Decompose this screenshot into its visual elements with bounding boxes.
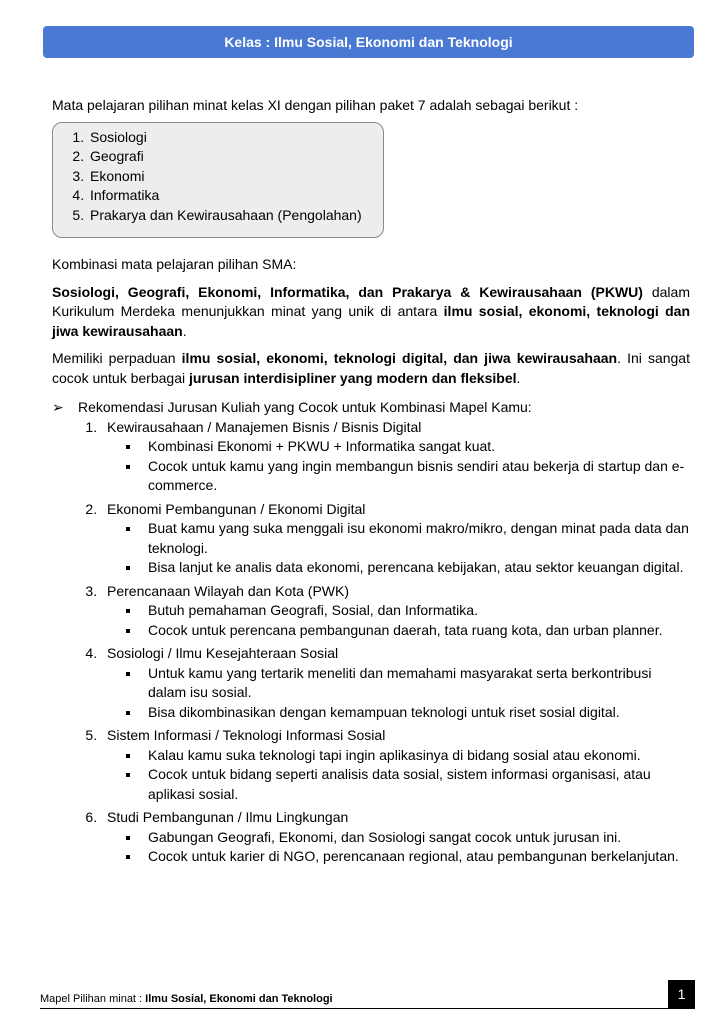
major-item: [101, 644, 690, 722]
page-title: Kelas : Ilmu Sosial, Ekonomi dan Teknologi: [224, 34, 513, 50]
major-list: [52, 418, 690, 867]
major-item: [101, 726, 690, 804]
major-points: [107, 601, 690, 640]
recommendation-heading: [52, 398, 690, 418]
bold-blend: ilmu sosial, ekonomi, teknologi digital, dan jiwa kewirausahaan: [181, 350, 618, 366]
paragraph-text: dalam Kurikulum Merdeka menunjukkan minat yang unik di antara: [52, 283, 690, 319]
major-points: [107, 746, 690, 805]
major-title: Ekonomi Pembangunan / Ekonomi Digital: [107, 500, 366, 517]
subject-list: [53, 128, 383, 226]
page-header-bar: [43, 26, 694, 58]
major-point: Bisa lanjut ke analis data ekonomi, perencana kebijakan, atau sektor keuangan digital.: [124, 558, 690, 578]
major-points: [107, 437, 690, 496]
paragraph-blend: [52, 349, 690, 388]
major-item: [101, 582, 690, 641]
major-point: Cocok untuk perencana pembangunan daerah, tata ruang kota, dan urban planner.: [124, 621, 690, 641]
paragraph-text: . Ini sangat cocok untuk berbagai: [52, 350, 690, 386]
recommendation-heading-text: Rekomendasi Jurusan Kuliah yang Cocok untuk Kombinasi Mapel Kamu:: [78, 399, 532, 415]
major-point: Bisa dikombinasikan dengan kemampuan teknologi untuk riset sosial digital.: [124, 703, 690, 723]
major-item: [101, 808, 690, 867]
document-body: [52, 96, 690, 871]
major-title: Sistem Informasi / Teknologi Informasi Sosial: [107, 727, 386, 743]
paragraph-text: .: [182, 322, 187, 339]
paragraph-text: .: [516, 369, 521, 386]
major-title: Sosiologi / Ilmu Kesejahteraan Sosial: [107, 645, 339, 661]
major-title: Perencanaan Wilayah dan Kota (PWK): [107, 582, 350, 599]
major-point: Untuk kamu yang tertarik meneliti dan memahami masyarakat serta berkontribusi dalam isu sosial.: [124, 664, 690, 703]
major-point: Kalau kamu suka teknologi tapi ingin aplikasinya di bidang sosial atau ekonomi.: [124, 746, 690, 766]
major-point: Cocok untuk kamu yang ingin membangun bisnis sendiri atau bekerja di startup dan e-commerce.: [124, 457, 690, 496]
subject-item: 3. Ekonomi: [88, 167, 383, 187]
page-number-box: [668, 980, 695, 1008]
subject-item: 1. Sosiologi: [88, 128, 383, 148]
page-number: 1: [677, 986, 686, 1002]
bold-subjects: Sosiologi, Geografi, Ekonomi, Informatika, dan Prakarya & Kewirausahaan (PKWU): [52, 283, 643, 300]
intro-text: Mata pelajaran pilihan minat kelas XI dengan pilihan paket 7 adalah sebagai berikut :: [52, 97, 579, 113]
major-points: [107, 664, 690, 723]
footer-divider: [40, 1008, 695, 1009]
major-point: Cocok untuk bidang seperti analisis data sosial, sistem informasi organisasi, atau aplikasi sosial.: [124, 765, 690, 804]
arrow-bullet-icon: ➢: [52, 399, 64, 415]
major-point: Buat kamu yang suka menggali isu ekonomi makro/mikro, dengan minat pada data dan teknologi.: [124, 519, 690, 558]
subject-item: 4. Informatika: [88, 186, 383, 206]
subject-item: 5. Prakarya dan Kewirausahaan (Pengolahan): [88, 206, 383, 226]
major-points: [107, 519, 690, 578]
footer-prefix: Mapel Pilihan minat :: [40, 993, 146, 1005]
major-point: Butuh pemahaman Geografi, Sosial, dan Informatika.: [124, 601, 690, 621]
bold-interdisciplinary: jurusan interdisipliner yang modern dan fleksibel: [188, 369, 517, 386]
major-title: Kewirausahaan / Manajemen Bisnis / Bisnis Digital: [107, 418, 422, 435]
major-point: Kombinasi Ekonomi + PKWU + Informatika sangat kuat.: [124, 437, 690, 457]
major-point: Cocok untuk karier di NGO, perencanaan regional, atau pembangunan berkelanjutan.: [124, 847, 690, 867]
bold-fields: ilmu sosial, ekonomi, teknologi dan jiwa kewirausahaan: [52, 303, 690, 339]
footer-text: [40, 993, 333, 1005]
footer-bold: Ilmu Sosial, Ekonomi dan Teknologi: [145, 993, 333, 1005]
paragraph-text: Memiliki perpaduan: [52, 350, 182, 366]
subject-item: 2. Geografi: [88, 147, 383, 167]
major-point: Gabungan Geografi, Ekonomi, dan Sosiologi sangat cocok untuk jurusan ini.: [124, 828, 690, 848]
major-points: [107, 828, 690, 867]
paragraph-combination: [52, 283, 690, 342]
subject-list-box: [52, 122, 384, 239]
major-item: [101, 418, 690, 496]
combo-heading: Kombinasi mata pelajaran pilihan SMA:: [52, 256, 297, 272]
major-item: [101, 500, 690, 578]
major-title: Studi Pembangunan / Ilmu Lingkungan: [107, 809, 349, 825]
